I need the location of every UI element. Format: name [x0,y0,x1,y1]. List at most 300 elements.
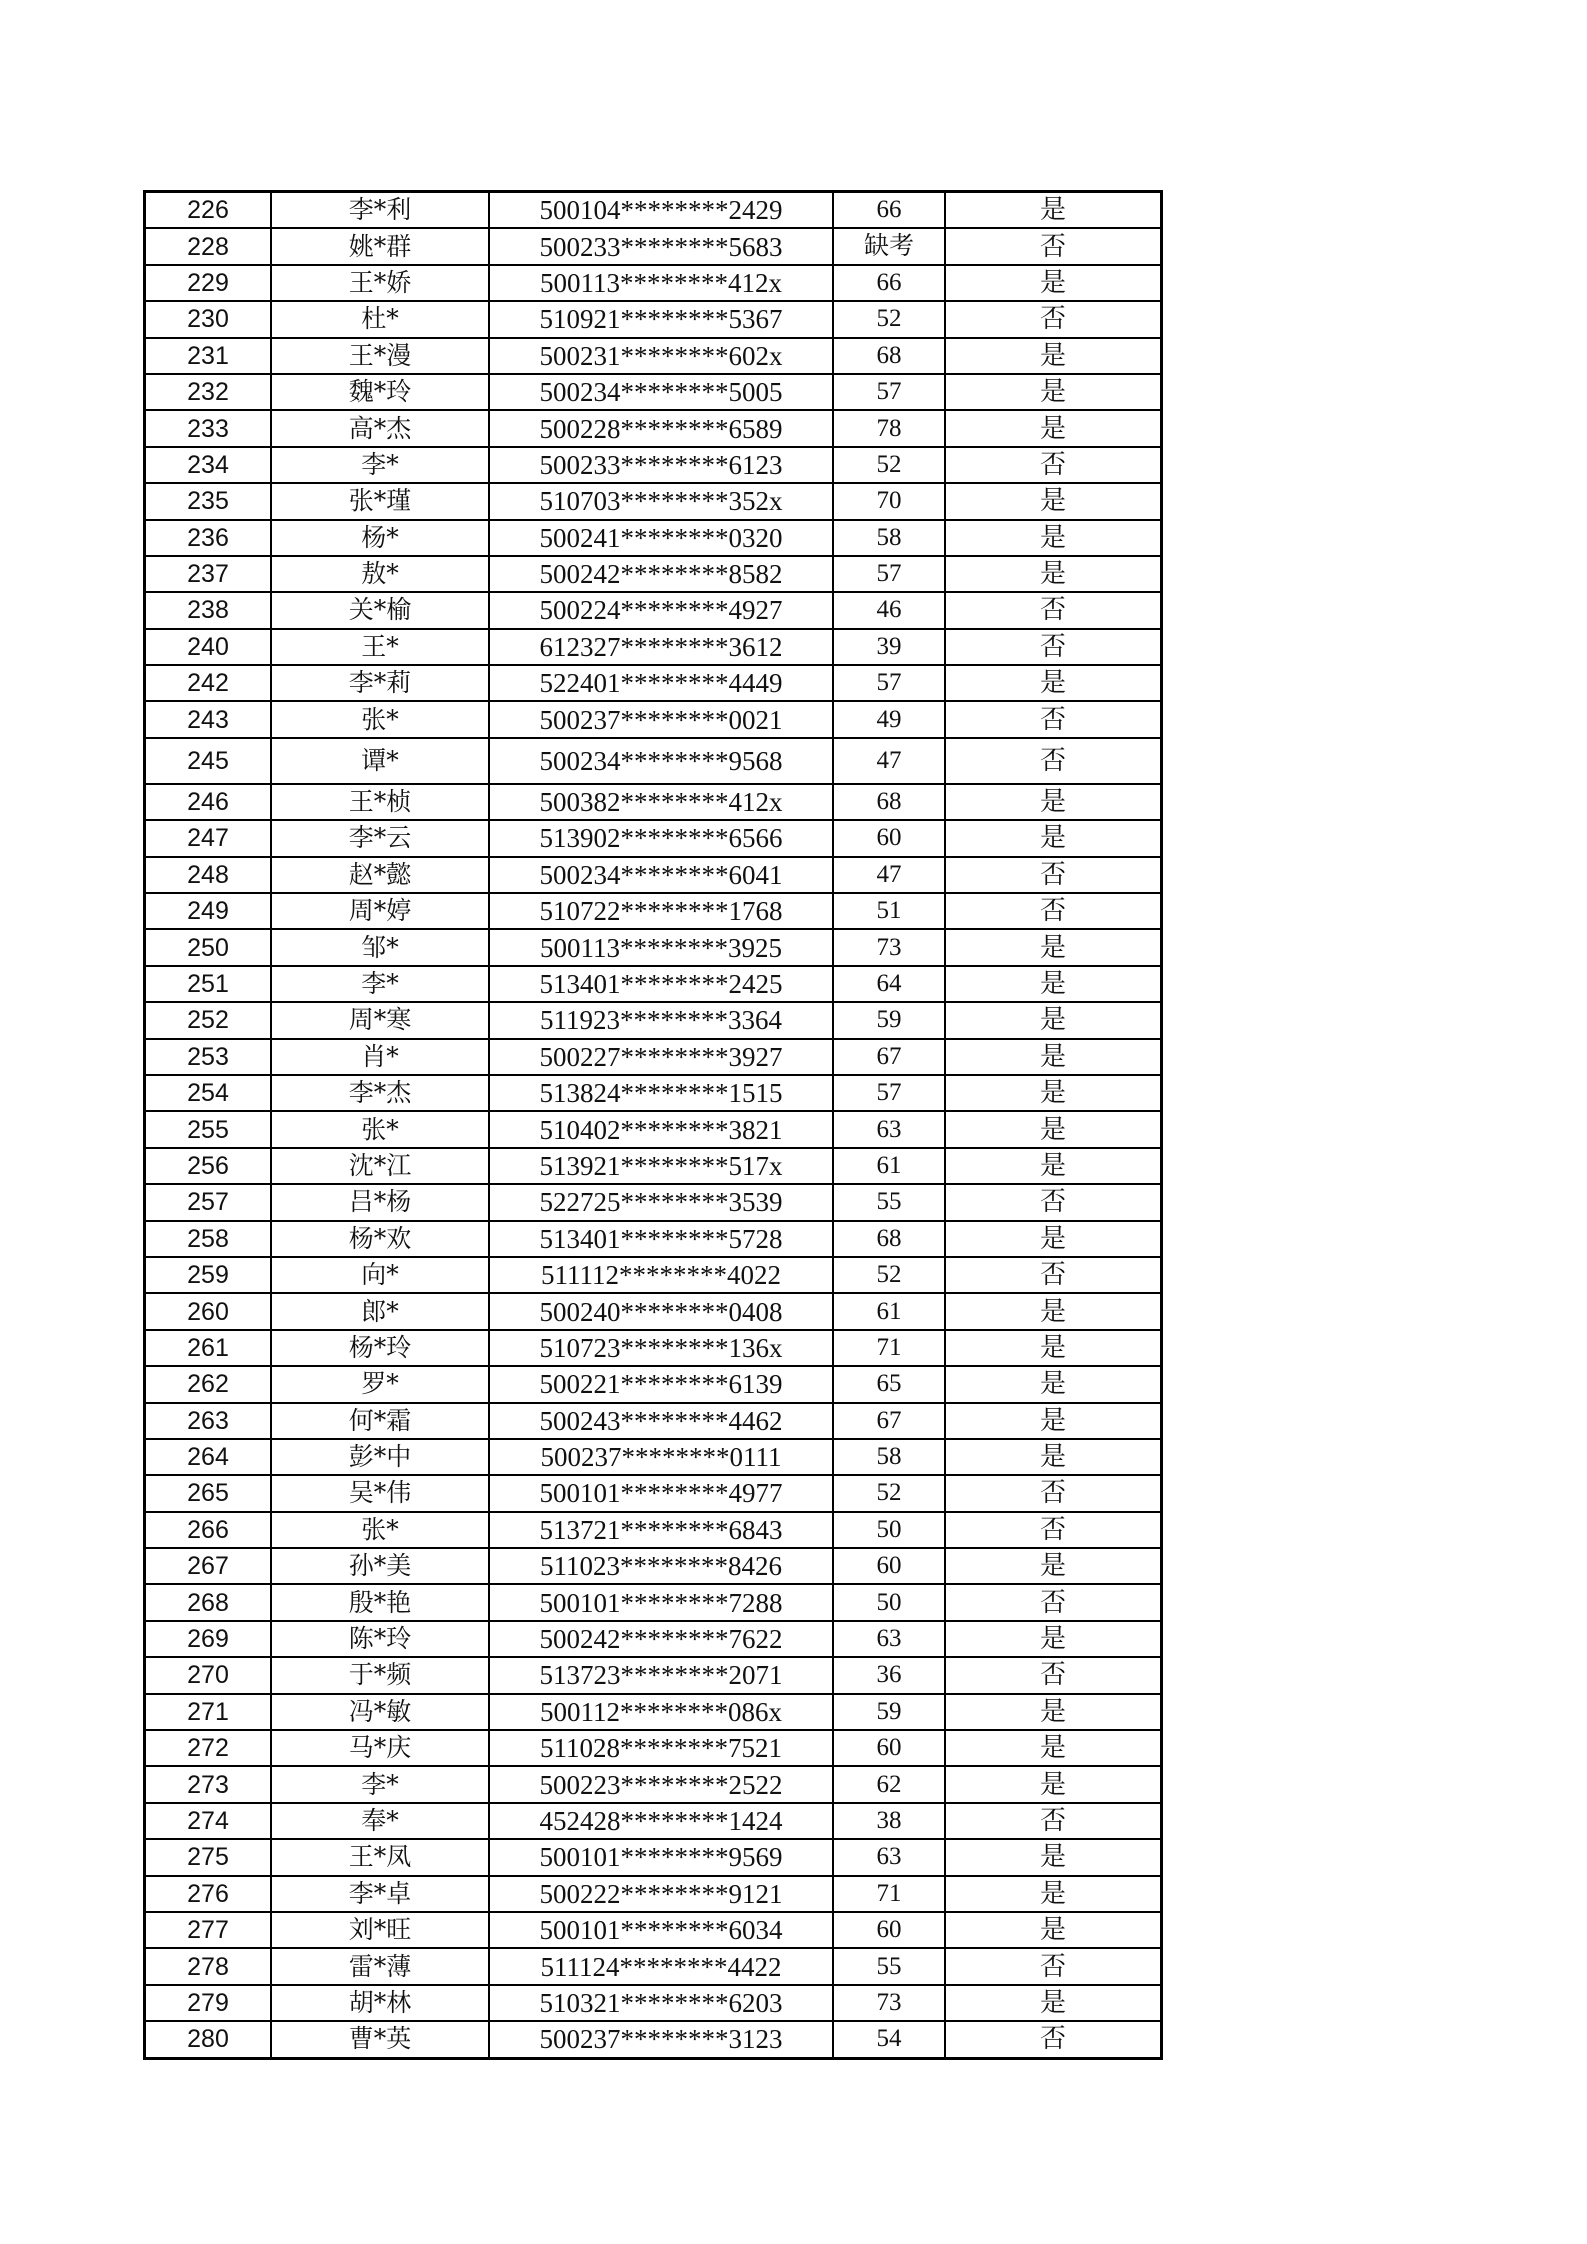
table-row [145,1876,1162,1912]
table-row [145,893,1162,929]
table-row [145,592,1162,628]
table-row [145,410,1162,446]
id-number-cell: 513401********2425 [489,966,833,1002]
name-cell: 王*桢 [271,784,489,820]
name-cell: 杨*玲 [271,1330,489,1366]
row-number-cell: 246 [145,784,272,820]
id-number-cell: 452428********1424 [489,1803,833,1839]
id-number-cell: 500243********4462 [489,1403,833,1439]
score-cell: 缺考 [833,228,945,264]
name-cell: 赵*懿 [271,857,489,893]
row-number-cell: 269 [145,1621,272,1657]
table-row [145,228,1162,264]
score-cell: 66 [833,192,945,229]
name-cell: 高*杰 [271,410,489,446]
row-number-cell: 229 [145,265,272,301]
qualified-cell: 否 [945,301,1162,337]
score-cell: 71 [833,1876,945,1912]
row-number-cell: 245 [145,738,272,784]
name-cell: 马*庆 [271,1730,489,1766]
score-cell: 61 [833,1148,945,1184]
table-row [145,1548,1162,1584]
score-cell: 60 [833,1730,945,1766]
table-row [145,1475,1162,1511]
name-cell: 李*卓 [271,1876,489,1912]
name-cell: 王*娇 [271,265,489,301]
id-number-cell: 500101********4977 [489,1475,833,1511]
qualified-cell: 否 [945,228,1162,264]
row-number-cell: 270 [145,1657,272,1693]
table-row [145,857,1162,893]
name-cell: 姚*群 [271,228,489,264]
qualified-cell: 是 [945,1730,1162,1766]
score-cell: 73 [833,929,945,965]
table-row [145,1075,1162,1111]
qualified-cell: 是 [945,1330,1162,1366]
score-cell: 68 [833,338,945,374]
qualified-cell: 是 [945,483,1162,519]
name-cell: 王* [271,629,489,665]
table-row [145,265,1162,301]
qualified-cell: 是 [945,1111,1162,1147]
row-number-cell: 230 [145,301,272,337]
row-number-cell: 238 [145,592,272,628]
row-number-cell: 258 [145,1221,272,1257]
qualified-cell: 是 [945,1002,1162,1038]
name-cell: 敖* [271,556,489,592]
score-cell: 67 [833,1403,945,1439]
qualified-cell: 是 [945,1148,1162,1184]
name-cell: 王*凤 [271,1839,489,1875]
id-number-cell: 511112********4022 [489,1257,833,1293]
id-number-cell: 500234********9568 [489,738,833,784]
id-number-cell: 500228********6589 [489,410,833,446]
score-cell: 50 [833,1584,945,1620]
score-cell: 36 [833,1657,945,1693]
name-cell: 杨*欢 [271,1221,489,1257]
row-number-cell: 228 [145,228,272,264]
row-number-cell: 260 [145,1293,272,1329]
table-row [145,1403,1162,1439]
name-cell: 邹* [271,929,489,965]
name-cell: 张* [271,1512,489,1548]
score-cell: 49 [833,701,945,737]
qualified-cell: 是 [945,192,1162,229]
name-cell: 李* [271,1766,489,1802]
name-cell: 罗* [271,1366,489,1402]
table-row [145,1621,1162,1657]
id-number-cell: 510723********136x [489,1330,833,1366]
id-number-cell: 510703********352x [489,483,833,519]
table-row [145,2021,1162,2058]
name-cell: 殷*艳 [271,1584,489,1620]
score-cell: 51 [833,893,945,929]
score-cell: 52 [833,447,945,483]
qualified-cell: 否 [945,1803,1162,1839]
name-cell: 魏*玲 [271,374,489,410]
id-number-cell: 500234********5005 [489,374,833,410]
id-number-cell: 500221********6139 [489,1366,833,1402]
table-row [145,1766,1162,1802]
id-number-cell: 510921********5367 [489,301,833,337]
row-number-cell: 275 [145,1839,272,1875]
row-number-cell: 274 [145,1803,272,1839]
qualified-cell: 是 [945,1293,1162,1329]
qualified-cell: 是 [945,1694,1162,1730]
table-row [145,1985,1162,2021]
score-cell: 59 [833,1002,945,1038]
row-number-cell: 237 [145,556,272,592]
name-cell: 李*莉 [271,665,489,701]
score-cell: 46 [833,592,945,628]
id-number-cell: 500242********7622 [489,1621,833,1657]
row-number-cell: 266 [145,1512,272,1548]
qualified-cell: 否 [945,1475,1162,1511]
row-number-cell: 240 [145,629,272,665]
score-cell: 50 [833,1512,945,1548]
qualified-cell: 是 [945,1439,1162,1475]
id-number-cell: 500234********6041 [489,857,833,893]
table-row [145,301,1162,337]
row-number-cell: 226 [145,192,272,229]
name-cell: 冯*敏 [271,1694,489,1730]
row-number-cell: 268 [145,1584,272,1620]
id-number-cell: 612327********3612 [489,629,833,665]
qualified-cell: 否 [945,2021,1162,2058]
table-row [145,1439,1162,1475]
name-cell: 关*榆 [271,592,489,628]
row-number-cell: 249 [145,893,272,929]
id-number-cell: 500233********6123 [489,447,833,483]
score-cell: 60 [833,1548,945,1584]
qualified-cell: 否 [945,701,1162,737]
id-number-cell: 500237********0021 [489,701,833,737]
score-cell: 63 [833,1111,945,1147]
name-cell: 周*寒 [271,1002,489,1038]
name-cell: 张*瑾 [271,483,489,519]
id-number-cell: 500227********3927 [489,1039,833,1075]
row-number-cell: 272 [145,1730,272,1766]
qualified-cell: 是 [945,1876,1162,1912]
score-cell: 52 [833,1475,945,1511]
id-number-cell: 510402********3821 [489,1111,833,1147]
id-number-cell: 513921********517x [489,1148,833,1184]
table-row [145,1221,1162,1257]
table-row [145,1039,1162,1075]
score-cell: 62 [833,1766,945,1802]
qualified-cell: 否 [945,447,1162,483]
qualified-cell: 是 [945,1839,1162,1875]
score-cell: 55 [833,1948,945,1984]
name-cell: 张* [271,1111,489,1147]
table-row [145,929,1162,965]
name-cell: 彭*中 [271,1439,489,1475]
score-cell: 57 [833,556,945,592]
table-row [145,1948,1162,1984]
row-number-cell: 247 [145,820,272,856]
name-cell: 李* [271,966,489,1002]
id-number-cell: 500242********8582 [489,556,833,592]
name-cell: 于*频 [271,1657,489,1693]
qualified-cell: 否 [945,1948,1162,1984]
table-row [145,1839,1162,1875]
id-number-cell: 500237********3123 [489,2021,833,2058]
score-cell: 73 [833,1985,945,2021]
table-row [145,338,1162,374]
table-row [145,784,1162,820]
qualified-cell: 是 [945,265,1162,301]
table-row [145,1293,1162,1329]
qualified-cell: 否 [945,1584,1162,1620]
id-number-cell: 513723********2071 [489,1657,833,1693]
score-cell: 57 [833,665,945,701]
id-number-cell: 513721********6843 [489,1512,833,1548]
name-cell: 沈*江 [271,1148,489,1184]
id-number-cell: 500241********0320 [489,520,833,556]
id-number-cell: 500223********2522 [489,1766,833,1802]
qualified-cell: 是 [945,520,1162,556]
qualified-cell: 是 [945,410,1162,446]
results-table [143,190,1163,2060]
row-number-cell: 251 [145,966,272,1002]
qualified-cell: 是 [945,665,1162,701]
name-cell: 张* [271,701,489,737]
qualified-cell: 是 [945,374,1162,410]
row-number-cell: 278 [145,1948,272,1984]
score-cell: 60 [833,820,945,856]
results-table-body [145,192,1162,2059]
table-row [145,1730,1162,1766]
row-number-cell: 280 [145,2021,272,2058]
row-number-cell: 243 [145,701,272,737]
name-cell: 刘*旺 [271,1912,489,1948]
score-cell: 60 [833,1912,945,1948]
row-number-cell: 250 [145,929,272,965]
qualified-cell: 是 [945,556,1162,592]
qualified-cell: 是 [945,1039,1162,1075]
name-cell: 孙*美 [271,1548,489,1584]
row-number-cell: 273 [145,1766,272,1802]
qualified-cell: 是 [945,820,1162,856]
qualified-cell: 否 [945,893,1162,929]
score-cell: 70 [833,483,945,519]
id-number-cell: 500112********086x [489,1694,833,1730]
table-row [145,1657,1162,1693]
table-row [145,374,1162,410]
qualified-cell: 是 [945,1766,1162,1802]
score-cell: 65 [833,1366,945,1402]
score-cell: 68 [833,784,945,820]
score-cell: 63 [833,1621,945,1657]
id-number-cell: 500222********9121 [489,1876,833,1912]
table-row [145,447,1162,483]
id-number-cell: 511124********4422 [489,1948,833,1984]
name-cell: 吴*伟 [271,1475,489,1511]
table-row [145,966,1162,1002]
row-number-cell: 253 [145,1039,272,1075]
table-row [145,1694,1162,1730]
qualified-cell: 否 [945,629,1162,665]
score-cell: 57 [833,1075,945,1111]
qualified-cell: 是 [945,1985,1162,2021]
score-cell: 52 [833,1257,945,1293]
qualified-cell: 否 [945,1257,1162,1293]
id-number-cell: 511028********7521 [489,1730,833,1766]
table-row [145,701,1162,737]
table-row [145,520,1162,556]
qualified-cell: 是 [945,1366,1162,1402]
id-number-cell: 500101********9569 [489,1839,833,1875]
id-number-cell: 500224********4927 [489,592,833,628]
id-number-cell: 500231********602x [489,338,833,374]
qualified-cell: 是 [945,966,1162,1002]
row-number-cell: 264 [145,1439,272,1475]
score-cell: 47 [833,738,945,784]
score-cell: 63 [833,1839,945,1875]
name-cell: 李*利 [271,192,489,229]
table-row [145,1257,1162,1293]
name-cell: 向* [271,1257,489,1293]
table-row [145,1184,1162,1220]
qualified-cell: 是 [945,1403,1162,1439]
id-number-cell: 522401********4449 [489,665,833,701]
name-cell: 王*漫 [271,338,489,374]
name-cell: 郎* [271,1293,489,1329]
row-number-cell: 254 [145,1075,272,1111]
score-cell: 55 [833,1184,945,1220]
id-number-cell: 500101********6034 [489,1912,833,1948]
table-row [145,1803,1162,1839]
id-number-cell: 500113********3925 [489,929,833,965]
table-row [145,1584,1162,1620]
table-row [145,1512,1162,1548]
table-row [145,1330,1162,1366]
score-cell: 57 [833,374,945,410]
table-row [145,1111,1162,1147]
table-row [145,556,1162,592]
qualified-cell: 是 [945,1621,1162,1657]
qualified-cell: 是 [945,1221,1162,1257]
row-number-cell: 263 [145,1403,272,1439]
table-row [145,629,1162,665]
row-number-cell: 262 [145,1366,272,1402]
row-number-cell: 231 [145,338,272,374]
id-number-cell: 510321********6203 [489,1985,833,2021]
qualified-cell: 否 [945,1657,1162,1693]
table-row [145,1366,1162,1402]
score-cell: 64 [833,966,945,1002]
table-row [145,1912,1162,1948]
name-cell: 杜* [271,301,489,337]
row-number-cell: 235 [145,483,272,519]
row-number-cell: 256 [145,1148,272,1184]
score-cell: 66 [833,265,945,301]
id-number-cell: 500237********0111 [489,1439,833,1475]
row-number-cell: 279 [145,1985,272,2021]
row-number-cell: 236 [145,520,272,556]
score-cell: 58 [833,1439,945,1475]
table-row [145,820,1162,856]
name-cell: 肖* [271,1039,489,1075]
score-cell: 39 [833,629,945,665]
score-cell: 67 [833,1039,945,1075]
name-cell: 胡*林 [271,1985,489,2021]
id-number-cell: 513824********1515 [489,1075,833,1111]
row-number-cell: 276 [145,1876,272,1912]
row-number-cell: 233 [145,410,272,446]
qualified-cell: 是 [945,1912,1162,1948]
qualified-cell: 是 [945,1548,1162,1584]
id-number-cell: 500104********2429 [489,192,833,229]
score-cell: 61 [833,1293,945,1329]
qualified-cell: 否 [945,738,1162,784]
score-cell: 47 [833,857,945,893]
score-cell: 71 [833,1330,945,1366]
table-row [145,665,1162,701]
qualified-cell: 是 [945,1075,1162,1111]
row-number-cell: 232 [145,374,272,410]
id-number-cell: 511023********8426 [489,1548,833,1584]
table-row [145,483,1162,519]
qualified-cell: 是 [945,784,1162,820]
qualified-cell: 否 [945,1512,1162,1548]
score-cell: 58 [833,520,945,556]
name-cell: 陈*玲 [271,1621,489,1657]
id-number-cell: 510722********1768 [489,893,833,929]
id-number-cell: 522725********3539 [489,1184,833,1220]
score-cell: 59 [833,1694,945,1730]
score-cell: 54 [833,2021,945,2058]
name-cell: 曹*英 [271,2021,489,2058]
row-number-cell: 271 [145,1694,272,1730]
name-cell: 雷*薄 [271,1948,489,1984]
id-number-cell: 511923********3364 [489,1002,833,1038]
name-cell: 李* [271,447,489,483]
table-row [145,192,1162,229]
table-row [145,1148,1162,1184]
row-number-cell: 277 [145,1912,272,1948]
id-number-cell: 500382********412x [489,784,833,820]
id-number-cell: 500113********412x [489,265,833,301]
score-cell: 78 [833,410,945,446]
qualified-cell: 否 [945,592,1162,628]
id-number-cell: 513902********6566 [489,820,833,856]
row-number-cell: 265 [145,1475,272,1511]
name-cell: 杨* [271,520,489,556]
row-number-cell: 234 [145,447,272,483]
table-row [145,1002,1162,1038]
qualified-cell: 是 [945,929,1162,965]
name-cell: 奉* [271,1803,489,1839]
row-number-cell: 242 [145,665,272,701]
id-number-cell: 500101********7288 [489,1584,833,1620]
score-cell: 52 [833,301,945,337]
id-number-cell: 500240********0408 [489,1293,833,1329]
row-number-cell: 259 [145,1257,272,1293]
row-number-cell: 248 [145,857,272,893]
name-cell: 吕*杨 [271,1184,489,1220]
name-cell: 何*霜 [271,1403,489,1439]
score-cell: 38 [833,1803,945,1839]
name-cell: 周*婷 [271,893,489,929]
row-number-cell: 252 [145,1002,272,1038]
row-number-cell: 261 [145,1330,272,1366]
row-number-cell: 257 [145,1184,272,1220]
qualified-cell: 否 [945,1184,1162,1220]
qualified-cell: 否 [945,857,1162,893]
table-row [145,738,1162,784]
score-cell: 68 [833,1221,945,1257]
